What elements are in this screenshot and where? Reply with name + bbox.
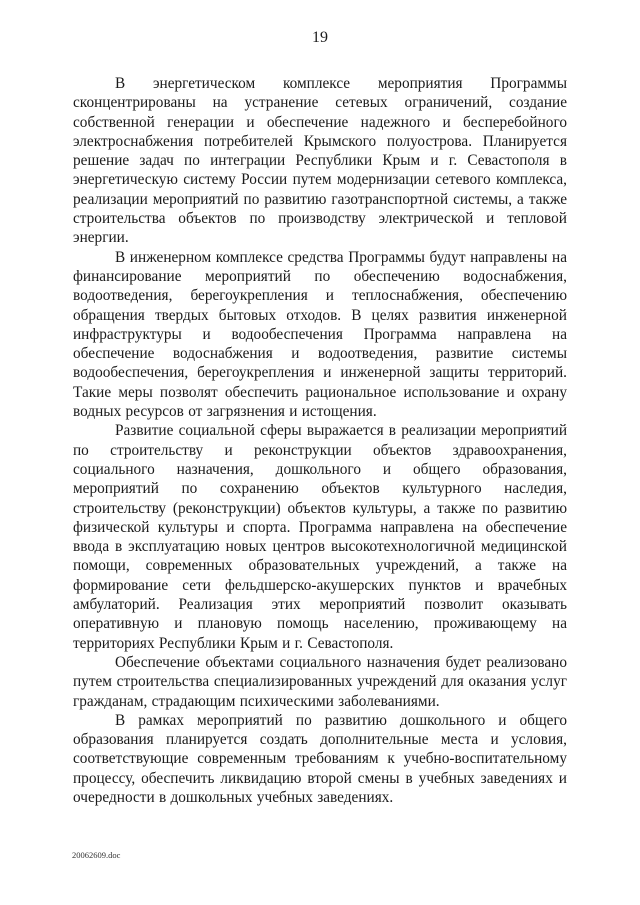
paragraph-social-facilities: Обеспечение объектами социального назначения будет реализовано путем строительства специализированных учреждений для оказания услуг гражданам, страдающим психическими заболеваниями. (73, 653, 567, 710)
paragraph-engineering: В инженерном комплексе средства Программы будут направлены на финансирование мероприятий по обеспечению водоснабжения, водоотведения, берегоукрепления и теплоснабжения, обеспечению обращения твердых бытовых отходов. В целях развития инженерной инфраструктуры и водообеспечения Программа направлена на обеспечение водоснабжения и водоотведения, развитие системы водообеспечения, берегоукрепления и инженерной защиты территорий. Такие меры позволят обеспечить рациональное использование и охрану водных ресурсов от загрязнения и истощения. (73, 248, 567, 421)
footer-document-code: 20062609.doc (72, 850, 121, 860)
paragraph-social-sphere: Развитие социальной сферы выражается в реализации мероприятий по строительству и реконструкции объектов здравоохранения, социального назначения, дошкольного и общего образования, мероприятий по сохранению объектов культурного наследия, строительству (реконструкции) объектов культуры, а также по развитию физической культуры и спорта. Программа направлена на обеспечение ввода в эксплуатацию новых центров высокотехнологичной медицинской помощи, современных образовательных учреждений, а также на формирование сети фельдшерско-акушерских пунктов и врачебных амбулаторий. Реализация этих мероприятий позволит оказывать оперативную и плановую помощь населению, проживающему на территориях Республики Крым и г. Севастополя. (73, 422, 567, 652)
document-body (73, 74, 567, 807)
paragraph-energy: В энергетическом комплексе мероприятия Программы сконцентрированы на устранение сетевых ограничений, создание собственной генерации и обеспечение надежного и бесперебойного электроснабжения потребителей Крымского полуострова. Планируется решение задач по интеграции Республики Крым и г. Севастополя в энергетическую систему России путем модернизации сетевого комплекса, реализации мероприятий по развитию газотранспортной системы, а также строительства объектов по производству электрической и тепловой энергии. (73, 75, 567, 247)
paragraph-education: В рамках мероприятий по развитию дошкольного и общего образования планируется создать дополнительные места и условия, соответствующие современным требованиям к учебно-воспитательному процессу, обеспечить ликвидацию второй смены в учебных заведениях и очередности в дошкольных учебных заведениях. (73, 711, 567, 806)
page-number: 19 (312, 29, 328, 46)
